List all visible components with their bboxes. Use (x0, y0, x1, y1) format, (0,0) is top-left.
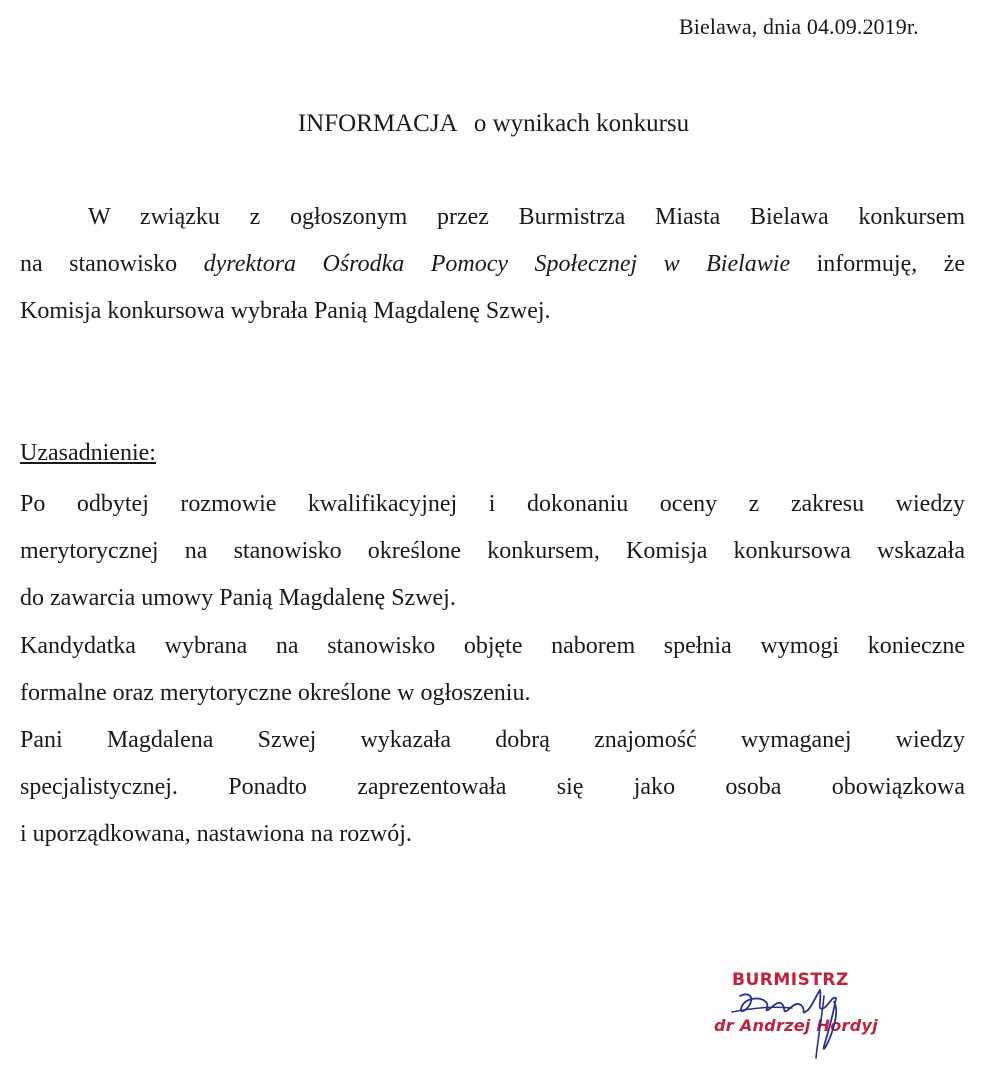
justification-line: Kandydatka wybrana na stanowisko objęte naborem spełnia wymogi konieczne (20, 633, 965, 659)
justification-line: specjalistycznej. Ponadto zaprezentowała się jako osoba obowiązkowa (20, 774, 965, 800)
intro-line-1: W związku z ogłoszonym przez Burmistrza Miasta Bielawa konkursem (88, 204, 965, 230)
document-title (0, 110, 987, 138)
intro-line-2 (20, 241, 965, 288)
intro-line-2-end: informuję, że (816, 251, 966, 277)
title-main: INFORMACJA (297, 110, 458, 137)
justification-line: merytorycznej na stanowisko określone konkursem, Komisja konkursowa wskazała (20, 538, 965, 564)
stamp-name: dr Andrzej Hordyj (714, 1016, 878, 1035)
justification-paragraph-3 (20, 717, 965, 858)
justification-line: formalne oraz merytoryczne określone w ogłoszeniu. (20, 680, 531, 706)
justification-heading: Uzasadnienie: (20, 440, 156, 466)
mayor-stamp (712, 966, 912, 1066)
title-subject: o wynikach konkursu (473, 110, 690, 137)
justification-line: Pani Magdalena Szwej wykazała dobrą znajomość wymaganej wiedzy (20, 727, 965, 753)
justification-line: Po odbytej rozmowie kwalifikacyjnej i dokonaniu oceny z zakresu wiedzy (20, 491, 965, 517)
justification-line: i uporządkowana, nastawiona na rozwój. (20, 821, 412, 847)
justification-line: do zawarcia umowy Panią Magdalenę Szwej. (20, 585, 456, 611)
intro-line-3: Komisja konkursowa wybrała Panią Magdalenę Szwej. (20, 298, 551, 324)
stamp-title: BURMISTRZ (732, 970, 849, 990)
justification-paragraph-2 (20, 623, 965, 717)
signature-icon (712, 966, 912, 1066)
intro-line-2-start: na stanowisko (20, 251, 178, 277)
justification-paragraph-1 (20, 481, 965, 622)
intro-paragraph (20, 194, 965, 335)
position-name: dyrektora Ośrodka Pomocy Społecznej w Bielawie (203, 251, 791, 277)
date-line: Bielawa, dnia 04.09.2019r. (679, 14, 919, 39)
